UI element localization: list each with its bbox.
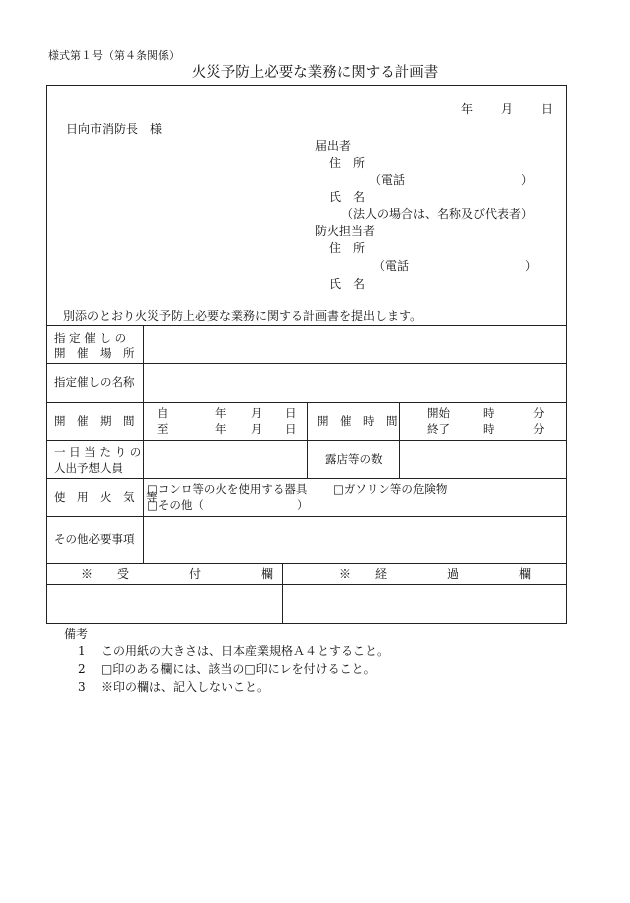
time-end-hour: 時 [483,422,495,436]
option-other-close: ） [297,498,309,512]
applicant-heading: 届出者 [315,139,352,153]
applicant-name-label: 氏 名 [329,190,366,204]
rule-venue-top [47,325,566,326]
notes-heading: 備考 [64,627,89,641]
submit-statement: 別添のとおり火災予防上必要な業務に関する計画書を提出します。 [63,309,423,323]
time-label: 開 催 時 間 [317,414,398,428]
time-start-hour: 時 [483,406,495,420]
note-3-number: 3 [78,680,86,694]
rule-remarks-divider [282,563,283,623]
fire-manager-heading: 防火担当者 [315,224,376,238]
stalls-label: 露店等の数 [325,452,383,466]
note-2-text: □印のある欄には、該当の□印にレを付けること。 [101,662,376,676]
event-name-label: 指定催しの名称 [54,375,135,389]
period-to-day: 日 [285,422,297,436]
rule-remarks-header-bottom [47,584,566,585]
rule-mid-column-right [399,402,400,478]
period-to-year: 年 [215,422,227,436]
fire-manager-phone-open: （電話 [373,259,410,273]
note-1-number: 1 [78,644,86,658]
form-number: 様式第１号（第４条関係） [48,49,180,62]
applicant-phone-close: ） [521,173,534,187]
rule-name-top [47,363,566,364]
note-3-text: ※印の欄は、記入しないこと。 [101,680,270,694]
attendance-label-line1: 一 日 当 た り の [54,445,142,459]
rule-label-column [143,325,144,563]
fire-manager-name-label: 氏 名 [329,277,366,291]
progress-header: ※ 経 過 欄 [339,567,532,581]
note-1-text: この用紙の大きさは、日本産業規格Ａ４とすること。 [101,644,390,658]
form-box [46,85,567,624]
option-other-checkbox[interactable]: □その他（ [147,498,204,512]
time-end-minute: 分 [533,422,545,436]
period-to-prefix: 至 [157,422,169,436]
reception-header: ※ 受 付 欄 [81,567,274,581]
fire-equipment-label: 使 用 火 気 等 [54,490,158,504]
rule-remarks-top [47,563,566,564]
time-end-label: 終了 [427,422,450,436]
time-start-label: 開始 [427,406,450,420]
fire-manager-address-label: 住 所 [329,241,366,255]
period-from-month: 月 [251,406,263,420]
period-to-month: 月 [251,422,263,436]
applicant-corp-note: （法人の場合は、名称及び代表者） [341,207,534,221]
note-2-number: 2 [78,662,86,676]
rule-other-top [47,516,566,517]
period-label: 開 催 期 間 [54,414,135,428]
option-gasoline-checkbox[interactable]: □ガソリン等の危険物 [333,482,448,496]
applicant-address-label: 住 所 [329,156,366,170]
venue-label-line2: 開 催 場 所 [54,346,135,360]
period-from-prefix: 自 [157,406,169,420]
fire-manager-phone-close: ） [525,259,538,273]
rule-fire-top [47,478,566,479]
other-items-label: その他必要事項 [54,532,135,546]
page-title: 火災予防上必要な業務に関する計画書 [191,65,439,81]
applicant-phone-open: （電話 [369,173,406,187]
period-from-year: 年 [215,406,227,420]
rule-mid-column-left [307,402,308,478]
option-stove-checkbox[interactable]: □コンロ等の火を使用する器具 [147,482,308,496]
addressee: 日向市消防長 様 [66,122,163,136]
period-from-day: 日 [285,406,297,420]
attendance-label-line2: 人出予想人員 [54,461,123,475]
venue-label-line1: 指 定 催 し の [54,331,127,345]
time-start-minute: 分 [533,406,545,420]
date-month-label: 月 [501,102,514,116]
date-day-label: 日 [541,102,554,116]
date-year-label: 年 [461,102,474,116]
